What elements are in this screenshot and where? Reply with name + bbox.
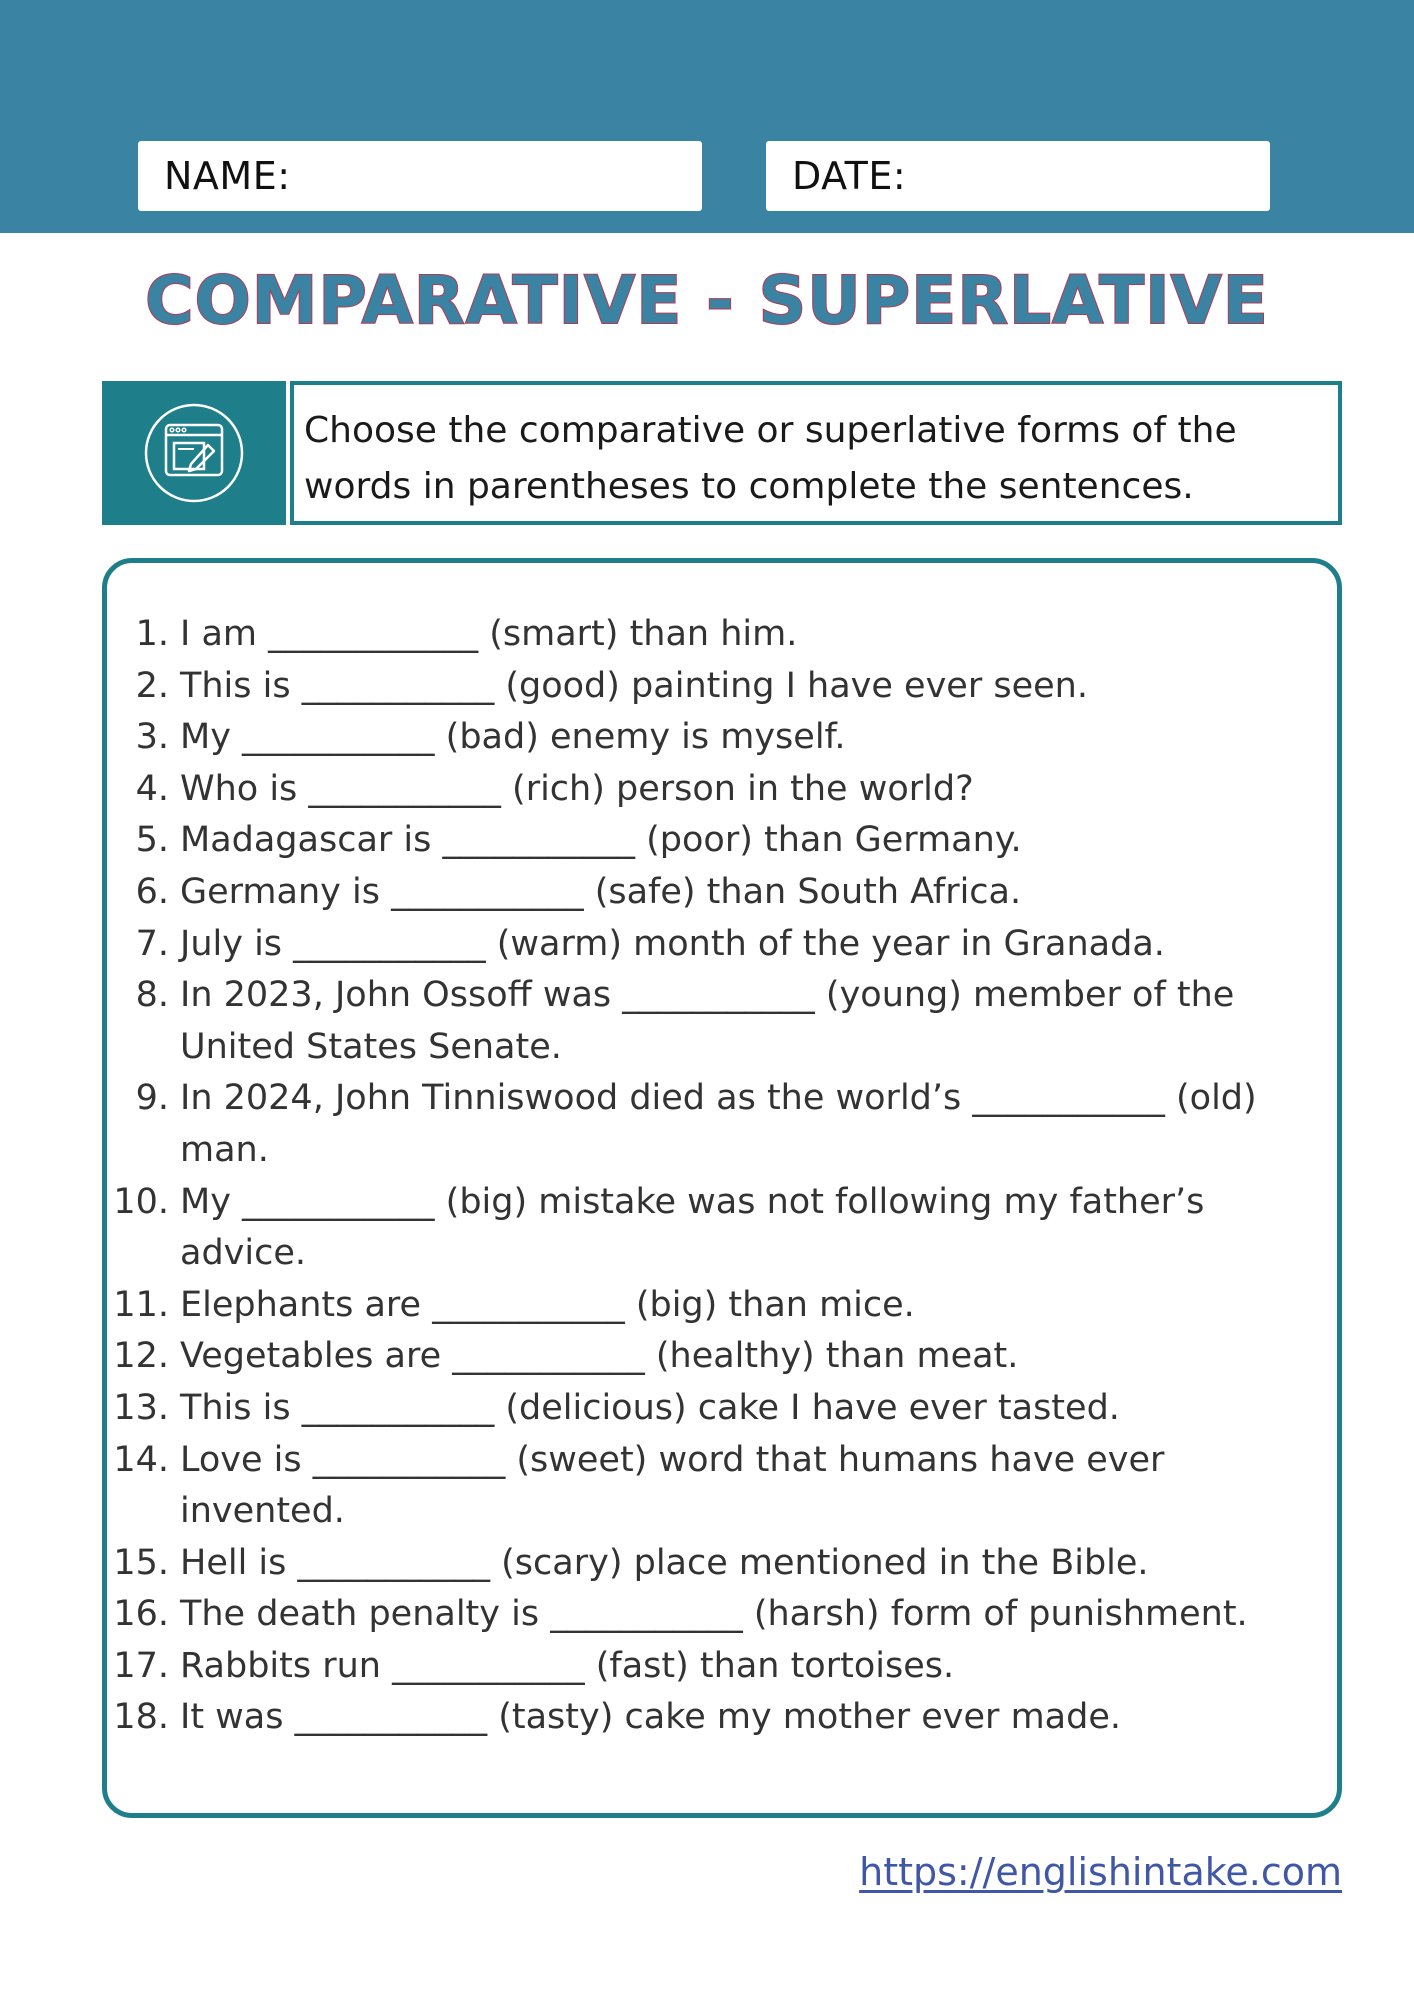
list-item	[107, 712, 1337, 764]
item-text: Germany is ___________ (safe) than South Africa.	[180, 871, 1022, 912]
list-item	[107, 1177, 1337, 1280]
instruction-icon-block	[102, 381, 286, 525]
instructions-line-2: words in parentheses to complete the sentences.	[304, 466, 1194, 507]
list-item	[107, 1538, 1337, 1590]
item-text: My ___________ (bad) enemy is myself.	[180, 717, 846, 758]
item-text: Who is ___________ (rich) person in the world?	[180, 768, 974, 809]
item-number: 10.	[113, 1181, 169, 1222]
item-number: 15.	[113, 1542, 169, 1583]
item-number: 2.	[135, 665, 169, 706]
list-item	[107, 815, 1337, 867]
item-number: 4.	[135, 768, 169, 809]
list-item	[107, 1641, 1337, 1693]
item-text: It was ___________ (tasty) cake my mother ever made.	[180, 1697, 1121, 1738]
exercise-list	[107, 609, 1337, 1744]
item-text: Love is ___________ (sweet) word that humans have ever invented.	[180, 1439, 1176, 1532]
list-item	[107, 1435, 1337, 1538]
item-number: 18.	[113, 1697, 169, 1738]
item-text: July is ___________ (warm) month of the year in Granada.	[180, 923, 1165, 964]
list-item	[107, 1383, 1337, 1435]
list-item	[107, 764, 1337, 816]
item-text: In 2024, John Tinniswood died as the world’s ___________ (old) man.	[180, 1078, 1268, 1170]
item-text: Rabbits run ___________ (fast) than tortoises.	[180, 1645, 955, 1686]
item-number: 16.	[113, 1594, 169, 1635]
item-number: 12.	[113, 1336, 169, 1377]
item-number: 7.	[135, 923, 169, 964]
instructions-box	[290, 381, 1342, 525]
website-link[interactable]: https://englishintake.com	[859, 1850, 1342, 1894]
name-label: NAME:	[164, 154, 291, 198]
item-text: This is ___________ (good) painting I have ever seen.	[180, 665, 1088, 706]
list-item	[107, 1692, 1337, 1744]
item-number: 3.	[135, 717, 169, 758]
exercise-box	[102, 558, 1342, 1818]
item-number: 11.	[113, 1284, 169, 1325]
list-item	[107, 970, 1337, 1073]
item-text: Vegetables are ___________ (healthy) than meat.	[180, 1336, 1019, 1377]
list-item	[107, 609, 1337, 661]
item-number: 1.	[135, 614, 169, 654]
item-number: 6.	[135, 871, 169, 912]
list-item	[107, 1280, 1337, 1332]
list-item	[107, 919, 1337, 971]
item-number: 14.	[113, 1439, 169, 1480]
list-item	[107, 1589, 1337, 1641]
date-field[interactable]	[766, 141, 1270, 211]
item-text: In 2023, John Ossoff was ___________ (young) member of the United States Senate.	[180, 975, 1246, 1067]
item-text: Hell is ___________ (scary) place mentioned in the Bible.	[180, 1542, 1149, 1583]
list-item	[107, 867, 1337, 919]
list-item	[107, 661, 1337, 713]
item-number: 9.	[135, 1078, 169, 1119]
browser-edit-icon	[142, 401, 246, 505]
item-number: 13.	[113, 1387, 169, 1428]
page-title: COMPARATIVE - SUPERLATIVE	[145, 262, 1269, 339]
item-text: Elephants are ___________ (big) than mice.	[180, 1284, 915, 1325]
instructions-line-1: Choose the comparative or superlative forms of the	[304, 410, 1237, 451]
item-number: 8.	[135, 975, 169, 1016]
list-item	[107, 1073, 1337, 1176]
item-text: My ___________ (big) mistake was not following my father’s advice.	[180, 1181, 1216, 1274]
item-number: 17.	[113, 1645, 169, 1686]
list-item	[107, 1331, 1337, 1383]
name-field[interactable]	[138, 141, 702, 211]
item-text: This is ___________ (delicious) cake I have ever tasted.	[180, 1387, 1120, 1428]
date-label: DATE:	[792, 154, 907, 198]
item-number: 5.	[135, 820, 169, 861]
item-text: Madagascar is ___________ (poor) than Germany.	[180, 820, 1022, 861]
item-text: The death penalty is ___________ (harsh) form of punishment.	[180, 1594, 1248, 1635]
item-text: I am ____________ (smart) than him.	[180, 614, 798, 654]
